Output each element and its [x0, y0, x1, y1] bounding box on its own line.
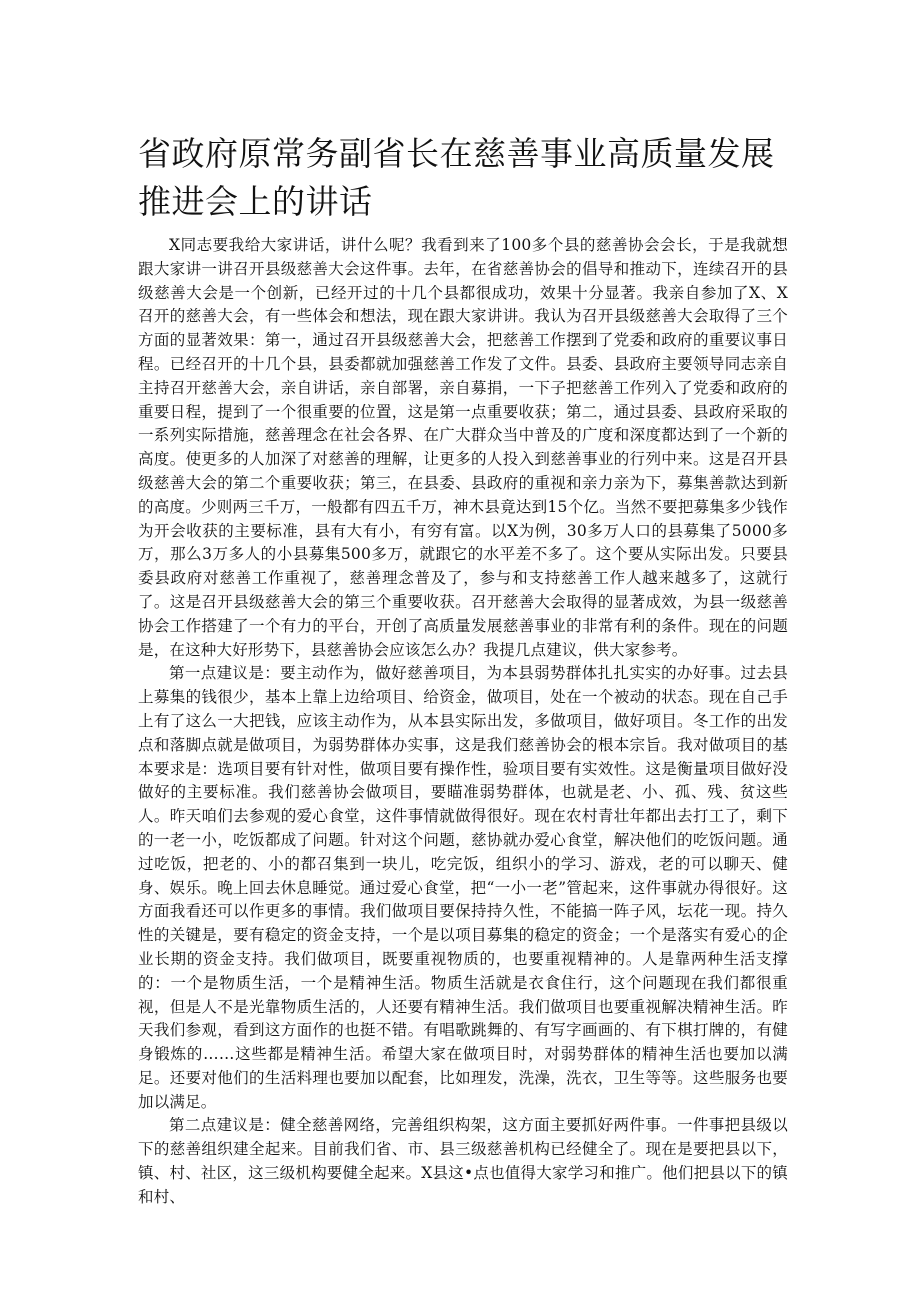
paragraph-intro: X同志要我给大家讲话，讲什么呢？我看到来了100多个县的慈善协会会长，于是我就想跟大家讲一讲召开县级慈善大会这件事。去年，在省慈善协会的倡导和推动下，连续召开的县级慈善大会是一个创新，已经开过的十几个县都很成功，效果十分显著。我亲自参加了X、X召开的慈善大会，有一些体会和想法，现在跟大家讲讲。我认为召开县级慈善大会取得了三个方面的显著效果：第一，通过召开县级慈善大会，把慈善工作摆到了党委和政府的重要议事日程。已经召开的十几个县，县委都就加强慈善工作发了文件。县委、县政府主要领导同志亲自主持召开慈善大会，亲自讲话，亲自部署，亲自募捐，一下子把慈善工作列入了党委和政府的重要日程，提到了一个很重要的位置，这是第一点重要收获；第二，通过县委、县政府采取的一系列实际措施，慈善理念在社会各界、在广大群众当中普及的广度和深度都达到了一个新的高度。使更多的人加深了对慈善的理解，让更多的人投入到慈善事业的行列中来。这是召开县级慈善大会的第二个重要收获；第三，在县委、县政府的重视和亲力亲为下，募集善款达到新的高度。少则两三千万，一般都有四五千万，神木县竟达到15个亿。当然不要把募集多少钱作为开会收获的主要标准，县有大有小，有穷有富。以X为例，30多万人口的县募集了5000多万，那么3万多人的小县募集500多万，就跟它的水平差不多了。这个要从实际出发。只要县委县政府对慈善工作重视了，慈善理念普及了，参与和支持慈善工作人越来越多了，这就行了。这是召开县级慈善大会的第三个重要收获。召开慈善大会取得的显著成效，为县一级慈善协会工作搭建了一个有力的平台，开创了高质量发展慈善事业的非常有利的条件。现在的问题是，在这种大好形势下，县慈善协会应该怎么办？我提几点建议，供大家参考。 [138, 236, 788, 659]
document-title: 省政府原常务副省长在慈善事业高质量发展推进会上的讲话 [138, 134, 775, 221]
document-body [138, 234, 788, 1210]
paragraph-suggestion-one: 第一点建议是：要主动作为，做好慈善项目，为本县弱势群体扎扎实实的办好事。过去县上募集的钱很少，基本上靠上边给项目、给资金，做项目，处在一个被动的状态。现在自己手上有了这么一大把钱，应该主动作为，从本县实际出发，多做项目，做好项目。冬工作的出发点和落脚点就是做项目，为弱势群体办实事，这是我们慈善协会的根本宗旨。我对做项目的基本要求是：选项目要有针对性，做项目要有操作性，验项目要有实效性。这是衡量项目做好没做好的主要标准。我们慈善协会做项目，要瞄准弱势群体，也就是老、小、孤、残、贫这些人。昨天咱们去参观的爱心食堂，这件事情就做得很好。现在农村青壮年都出去打工了，剩下的一老一小，吃饭都成了问题。针对这个问题，慈协就办爱心食堂，解决他们的吃饭问题。通过吃饭，把老的、小的都召集到一块儿，吃完饭，组织小的学习、游戏，老的可以聊天、健身、娱乐。晚上回去休息睡觉。通过爱心食堂，把“一小一老”管起来，这件事就办得很好。这方面我看还可以作更多的事情。我们做项目要保持持久性，不能搞一阵子风，坛花一现。持久性的关键是，要有稳定的资金支持，一个是以项目募集的稳定的资金；一个是落实有爱心的企业长期的资金支持。我们做项目，既要重视物质的，也要重视精神的。人是靠两种生活支撑的：一个是物质生活，一个是精神生活。物质生活就是衣食住行，这个问题现在我们都很重视，但是人不是光靠物质生活的，人还要有精神生活。我们做项目也要重视解决精神生活。昨天我们参观，看到这方面作的也挺不错。有唱歌跳舞的、有写字画画的、有下棋打牌的，有健身锻炼的……这些都是精神生活。希望大家在做项目时，对弱势群体的精神生活也要加以满足。还要对他们的生活料理也要加以配套，比如理发，洗澡，洗衣，卫生等等。这些服务也要加以满足。 [138, 664, 788, 1111]
paragraph-suggestion-two: 第二点建议是：健全慈善网络，完善组织构架，这方面主要抓好两件事。一件事把县级以下的慈善组织建全起来。目前我们省、市、县三级慈善机构已经健全了。现在是要把县以下，镇、村、社区，这三级机构要健全起来。X县这•点也值得大家学习和推广。他们把县以下的镇和村、 [138, 1116, 788, 1206]
